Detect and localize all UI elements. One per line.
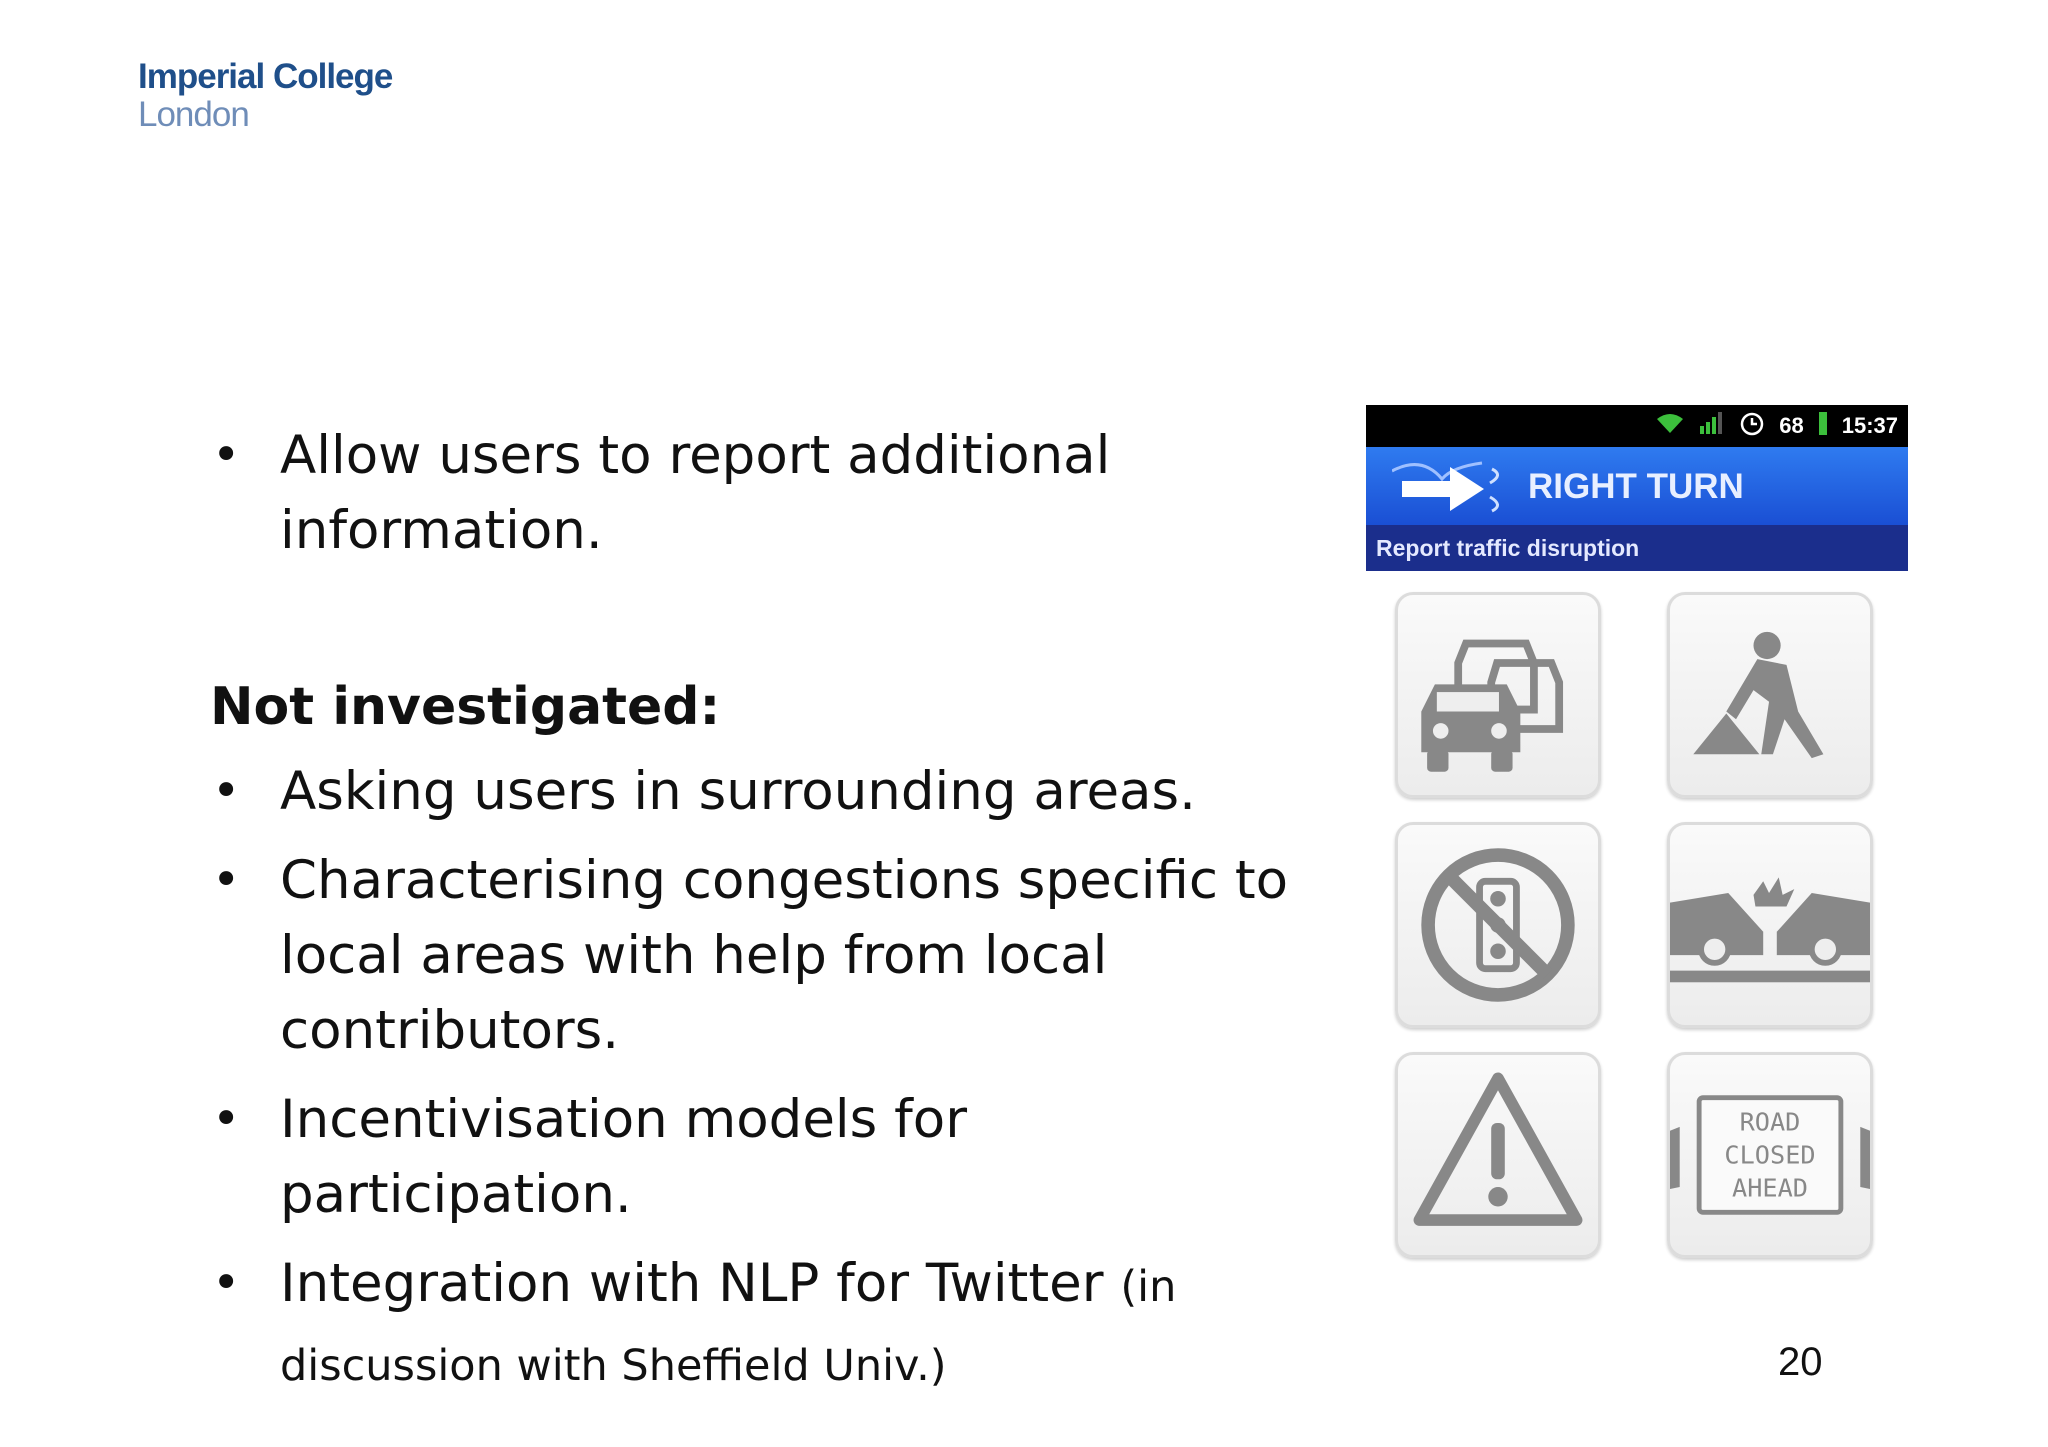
slide-body: [210, 418, 1320, 1404]
battery-icon: [1818, 410, 1828, 442]
bullet-text: Characterising congestions specific to local areas with help from local contributors.: [280, 850, 1289, 1061]
bullet-item: [210, 1246, 1320, 1404]
wifi-icon: [1655, 411, 1685, 441]
bullet-dot: •: [212, 763, 241, 819]
bullet-text: Integration with NLP for Twitter: [280, 1253, 1104, 1314]
svg-text:CLOSED: CLOSED: [1724, 1140, 1816, 1170]
svg-text:ROAD: ROAD: [1739, 1107, 1801, 1137]
bullet-text: Allow users to report additional information.: [280, 425, 1111, 561]
roadworks-button[interactable]: [1667, 592, 1873, 798]
logo-line-1: Imperial College: [138, 57, 393, 96]
bullet-item: [210, 843, 1320, 1068]
app-title: RIGHT TURN: [1528, 467, 1744, 506]
bullet-dot: •: [212, 1091, 241, 1147]
page-number: 20: [1778, 1340, 1823, 1384]
bullet-item: [210, 1082, 1320, 1232]
logo-line-2: London: [138, 95, 249, 134]
imperial-college-logo: [138, 58, 392, 134]
app-subtitle: Report traffic disruption: [1366, 525, 1908, 571]
app-title-bar: [1366, 447, 1908, 525]
section-heading: Not investigated:: [210, 677, 721, 737]
accident-button[interactable]: [1667, 822, 1873, 1028]
report-options-grid: [1395, 592, 1890, 1262]
battery-level: 68: [1779, 413, 1804, 438]
bullet-text: Asking users in surrounding areas.: [280, 761, 1196, 822]
alarm-icon: [1739, 410, 1765, 442]
bullet-item: [210, 418, 1320, 568]
traffic-jam-button[interactable]: [1395, 592, 1601, 798]
traffic-light-fault-button[interactable]: [1395, 822, 1601, 1028]
right-arrow-icon: [1392, 461, 1512, 521]
status-bar: [1366, 405, 1908, 447]
signal-icon: [1699, 411, 1725, 441]
bullet-note: (in discussion with Sheffield Univ.): [280, 1262, 1177, 1391]
bullet-dot: •: [212, 427, 241, 483]
bullet-dot: •: [212, 1255, 241, 1311]
road-closed-button[interactable]: [1667, 1052, 1873, 1258]
hazard-button[interactable]: [1395, 1052, 1601, 1258]
bullet-dot: •: [212, 852, 241, 908]
bullet-text: Incentivisation models for participation.: [280, 1089, 967, 1225]
phone-app-screenshot: [1366, 405, 1908, 573]
status-time: 15:37: [1841, 413, 1898, 438]
bullet-item: [210, 754, 1320, 829]
svg-text:AHEAD: AHEAD: [1732, 1173, 1808, 1203]
